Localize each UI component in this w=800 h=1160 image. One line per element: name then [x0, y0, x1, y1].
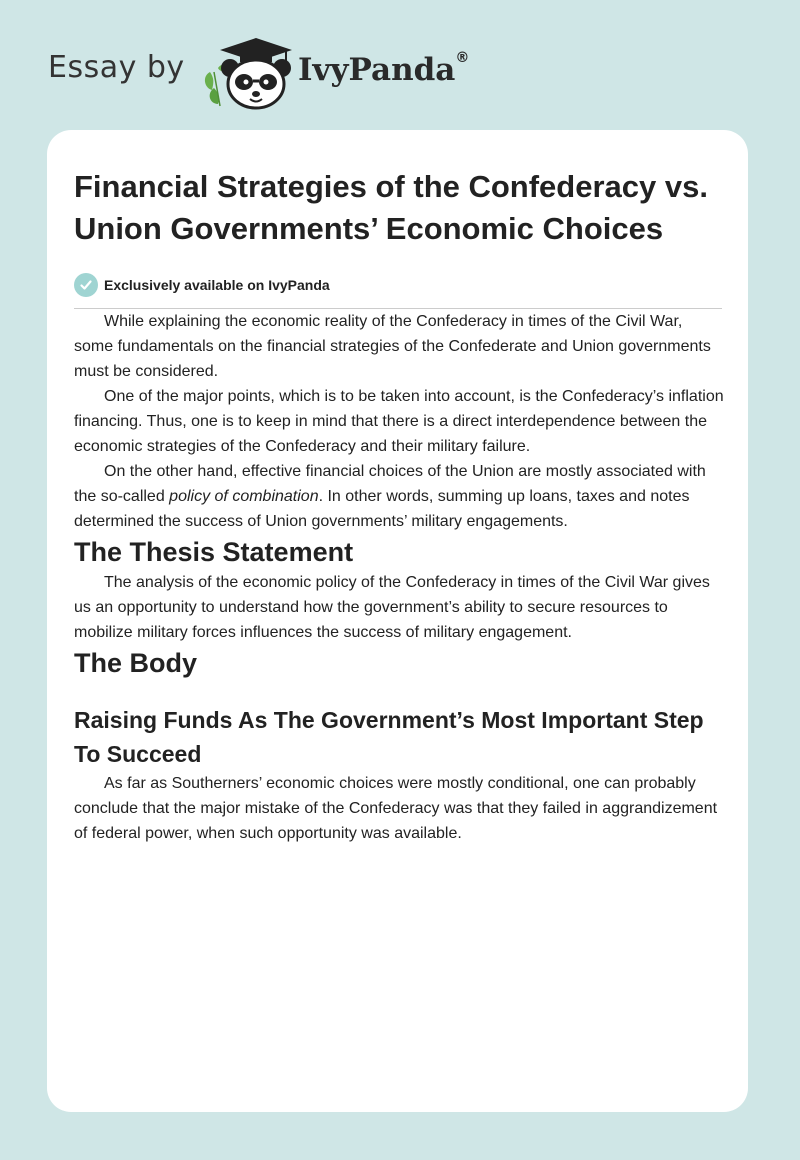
paragraph-thesis: The analysis of the economic policy of the Confederacy in times of the Civil War gives us an opportunity to understand how the government’s ability to secure resources to mobilize military forces influences the success of military engagement.: [74, 574, 710, 641]
essay-card: [47, 130, 748, 1112]
exclusive-badge-text: Exclusively available on IvyPanda: [104, 277, 330, 293]
paragraph-3-italic: policy of combination: [169, 488, 319, 505]
page-title: Financial Strategies of the Confederacy vs. Union Governments’ Economic Choices: [74, 169, 708, 246]
paragraph-intro-3: [74, 459, 724, 534]
exclusive-badge: [74, 272, 722, 298]
check-icon: [74, 273, 98, 297]
paragraph-raising-funds: As far as Southerners’ economic choices were mostly conditional, one can probably conclude that the major mistake of the Confederacy was that they failed in aggrandizement of federal power, when such opportunity was available.: [74, 775, 718, 842]
heading-thesis-statement: The Thesis Statement: [74, 537, 354, 567]
registered-mark: ®: [455, 50, 470, 66]
panda-graduate-icon[interactable]: [200, 32, 296, 112]
heading-raising-funds: Raising Funds As The Government’s Most Important Step To Succeed: [74, 707, 704, 767]
site-header: [48, 30, 648, 110]
paragraph-3-end: . In other words, summing up loans, taxes and notes determined the success of Union governments’ military engagements.: [74, 488, 690, 530]
heading-body: The Body: [74, 648, 198, 678]
paragraph-intro-1: While explaining the economic reality of the Confederacy in times of the Civil War, some fundamentals on the financial strategies of the Confederate and Union governments must be considered.: [74, 313, 711, 380]
essay-by-label: Essay by: [48, 50, 185, 85]
paragraph-intro-2: One of the major points, which is to be taken into account, is the Confederacy’s inflation financing. Thus, one is to keep in mind that there is a direct interdependence between the economic strategies of the Confederacy and their military failure.: [74, 388, 724, 455]
brand-name[interactable]: [298, 52, 469, 88]
brand-text: IvyPanda: [298, 52, 456, 88]
paragraph-3-start: On the other hand, effective financial choices of the Union are mostly associated with the so-called: [74, 463, 706, 505]
